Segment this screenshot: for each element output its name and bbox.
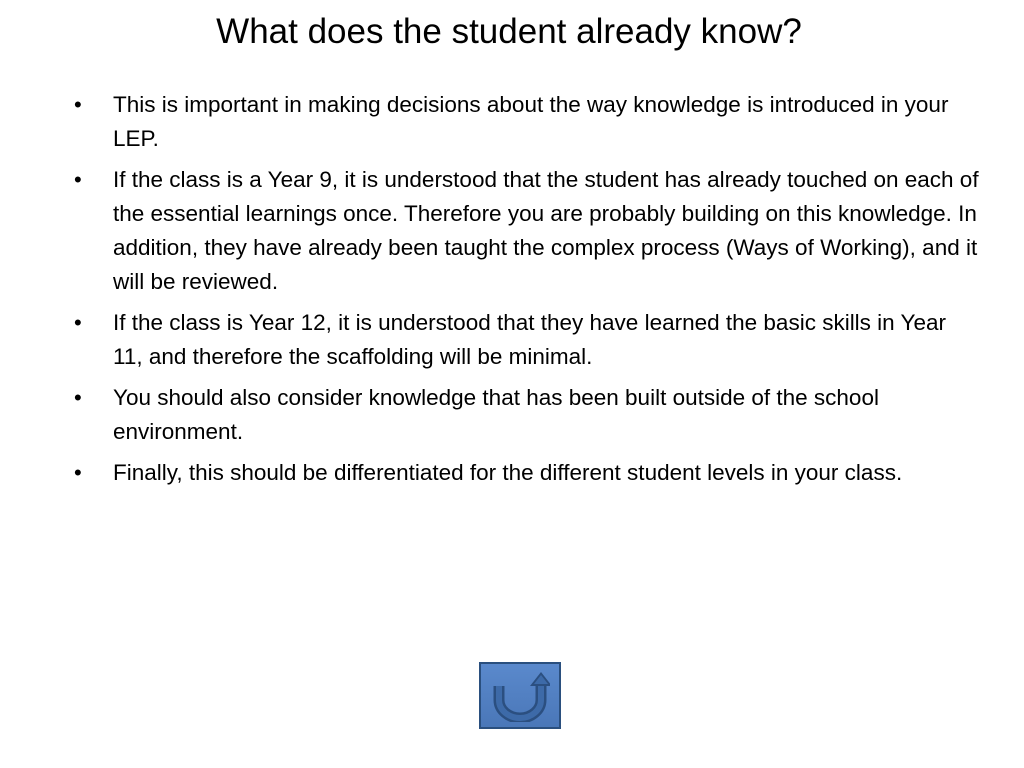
bullet-item [70,163,980,299]
bullet-text: You should also consider knowledge that has been built outside of the school environment. [113,385,879,444]
u-turn-arrow-icon [490,670,550,722]
bullet-text: If the class is Year 12, it is understood that they have learned the basic skills in Year 11, and therefore the scaffolding will be minimal. [113,310,947,369]
bullet-item [70,456,980,490]
return-button[interactable] [479,662,561,729]
bullet-item [70,88,980,156]
slide-title: What does the student already know? [216,12,802,51]
bullet-dot: • [74,460,82,485]
bullet-item [70,306,980,374]
bullet-text: Finally, this should be differentiated for the different student levels in your class. [113,460,903,485]
bullet-dot: • [74,385,82,410]
bullet-text: This is important in making decisions about the way knowledge is introduced in your LEP. [113,92,949,151]
bullet-dot: • [74,310,82,335]
bullet-dot: • [74,92,82,117]
bullet-list [70,88,980,497]
bullet-dot: • [74,167,82,192]
bullet-item [70,381,980,449]
bullet-text: If the class is a Year 9, it is understood that the student has already touched on each of the essential learnings once. Therefore you are probably building on this knowledge. In addition, they have already been taught the complex process (Ways of Working), and it will be reviewed. [113,167,979,294]
